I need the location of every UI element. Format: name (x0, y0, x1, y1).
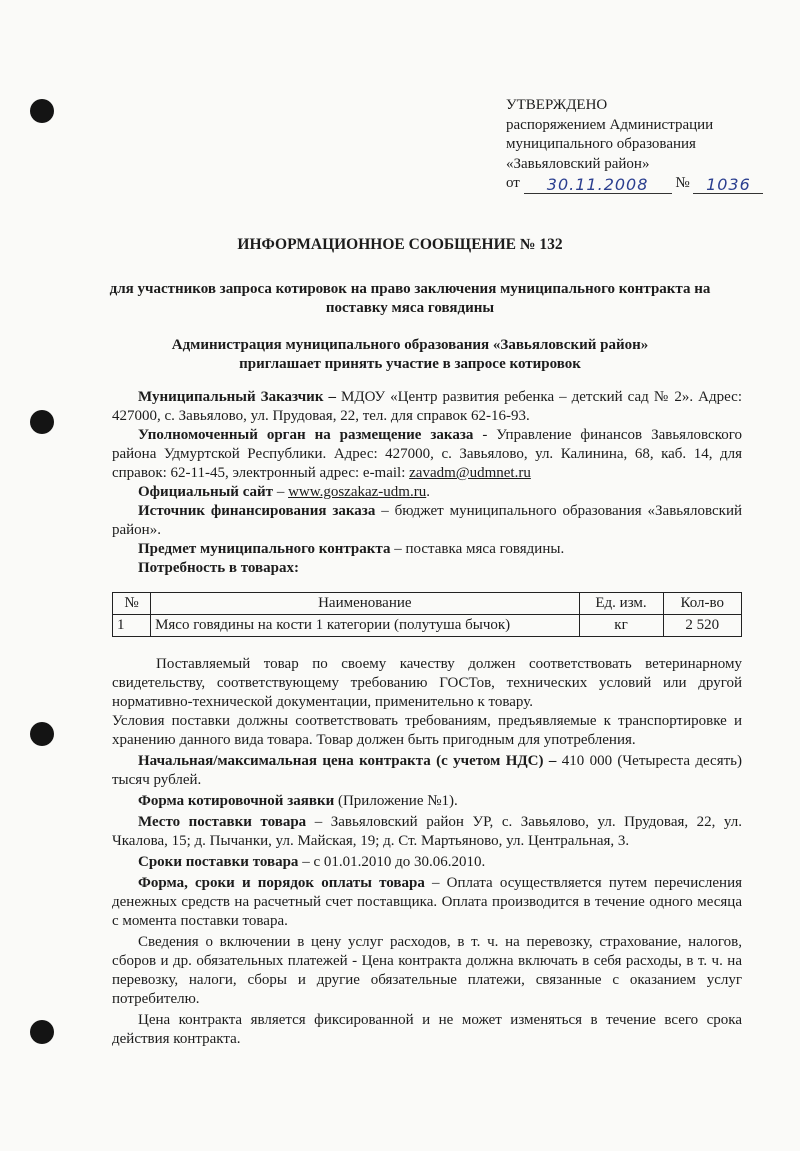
terms-label: Сроки поставки товара (138, 854, 299, 870)
subject-text: – поставка мяса говядины. (390, 541, 565, 557)
terms-paragraph (112, 853, 742, 872)
table-row (113, 615, 742, 637)
authority-label: Уполномоченный орган на размещение заказа (138, 427, 474, 443)
payment-label: Форма, сроки и порядок оплаты товара (138, 875, 425, 891)
payment-paragraph (112, 874, 742, 931)
invitation-heading: Администрация муниципального образования «Завьяловский район» приглашает принять участие в запросе котировок (171, 337, 649, 372)
approved-line: муниципального образования (506, 136, 696, 152)
from-label: от (506, 175, 520, 191)
site-link[interactable]: www.goszakaz-udm.ru (288, 484, 427, 500)
email-link[interactable]: zavadm@udmnet.ru (409, 465, 531, 481)
payment-text: – Оплата осуществляется путем перечисления денежных средств на расчетный счет поставщика. Оплата производится в течение одного месяца с момента поставки товара. (112, 875, 742, 929)
site-paragraph (112, 483, 742, 502)
handwritten-number: 1036 (706, 174, 751, 194)
authority-paragraph (112, 426, 742, 483)
approval-stamp-block (506, 96, 796, 194)
number-label: № (675, 175, 690, 191)
date-field (524, 175, 672, 194)
table-header: Наименование (151, 593, 579, 615)
number-field (693, 175, 763, 194)
price-paragraph (112, 752, 742, 790)
customer-text: МДОУ «Центр развития ребенка – детский сад № 2». Адрес: 427000, с. Завьялово, ул. Прудовая, 22, тел. для справок 62-16-93. (112, 389, 742, 424)
place-paragraph (112, 813, 742, 851)
approved-date-line (506, 174, 796, 194)
handwritten-date: 30.11.2008 (546, 174, 649, 194)
funding-text: – бюджет муниципального образования «Завьяловский район». (112, 503, 742, 538)
goods-table (112, 592, 742, 637)
fixed-price-paragraph: Цена контракта является фиксированной и не может изменяться в течение всего срока действия контракта. (112, 1012, 742, 1047)
site-label: Официальный сайт (138, 484, 274, 500)
table-cell: 2 520 (663, 615, 741, 637)
price-label: Начальная/максимальная цена контракта (с учетом НДС) – (138, 753, 557, 769)
needs-label: Потребность в товарах: (138, 560, 299, 576)
site-sep: – (273, 484, 289, 500)
form-label: Форма котировочной заявки (138, 793, 335, 809)
customer-label: Муниципальный Заказчик – (138, 389, 336, 405)
table-header-row (113, 593, 742, 615)
approved-heading: УТВЕРЖДЕНО (506, 97, 608, 113)
customer-paragraph (112, 388, 742, 426)
document-title: ИНФОРМАЦИОННОЕ СООБЩЕНИЕ № 132 (237, 236, 563, 253)
table-cell: Мясо говядины на кости 1 категории (полутуша бычок) (151, 615, 579, 637)
quality-paragraph: Поставляемый товар по своему качеству должен соответствовать ветеринарному свидетельству, соответствующему требованию ГОСТов, технических условий или другой нормативно-технической документации, применительно к товару. (112, 656, 742, 710)
form-text: (Приложение №1). (334, 793, 458, 809)
needs-paragraph (112, 559, 742, 578)
approved-line: распоряжением Администрации (506, 116, 714, 133)
funding-label: Источник финансирования заказа (138, 503, 376, 519)
place-label: Место поставки товара (138, 814, 307, 830)
site-end: . (426, 484, 430, 500)
funding-paragraph (112, 502, 742, 540)
document-body (112, 388, 742, 1049)
table-cell: кг (579, 615, 663, 637)
approved-line: «Завьяловский район» (506, 155, 650, 172)
subject-paragraph (112, 540, 742, 559)
table-cell: 1 (113, 615, 151, 637)
delivery-conditions-paragraph: Условия поставки должны соответствовать требованиям, предъявляемые к транспортировке и хранению данного вида товара. Товар должен быть пригодным для употребления. (112, 713, 742, 748)
punch-hole (30, 410, 54, 434)
table-header: № (113, 593, 151, 615)
table-header: Ед. изм. (579, 593, 663, 615)
punch-hole (30, 1020, 54, 1044)
expenses-paragraph: Сведения о включении в цену услуг расходов, в т. ч. на перевозку, страхование, налогов, сборов и др. обязательных платежей - Цена контракта должна включать в себя расходы, в т. ч. на перевозку, налоги, сборы и другие обязательные платежи, связанные с оказанием услуг потребителю. (112, 934, 742, 1007)
punch-hole (30, 722, 54, 746)
document-subtitle: для участников запроса котировок на право заключения муниципального контракта на поставку мяса говядины (109, 281, 711, 316)
terms-text: – с 01.01.2010 до 30.06.2010. (298, 854, 486, 870)
punch-hole (30, 99, 54, 123)
price-text: 410 000 (Четыреста десять) тысяч рублей. (112, 753, 742, 788)
place-text: – Завьяловский район УР, с. Завьялово, ул. Прудовая, 22, ул. Чкалова, 15; д. Пычанки, ул. Майская, 19; д. Ст. Мартьяново, ул. Центральная, 3. (112, 814, 743, 849)
subject-label: Предмет муниципального контракта (138, 541, 391, 557)
form-paragraph (112, 792, 742, 811)
table-header: Кол-во (663, 593, 741, 615)
authority-text: - Управление финансов Завьяловского района Удмуртской Республики. Адрес: 427000, с. Завьялово, ул. Калинина, 68, каб. 14, для справок: 62-11-45, электронный адрес: e-mail: (112, 427, 743, 481)
